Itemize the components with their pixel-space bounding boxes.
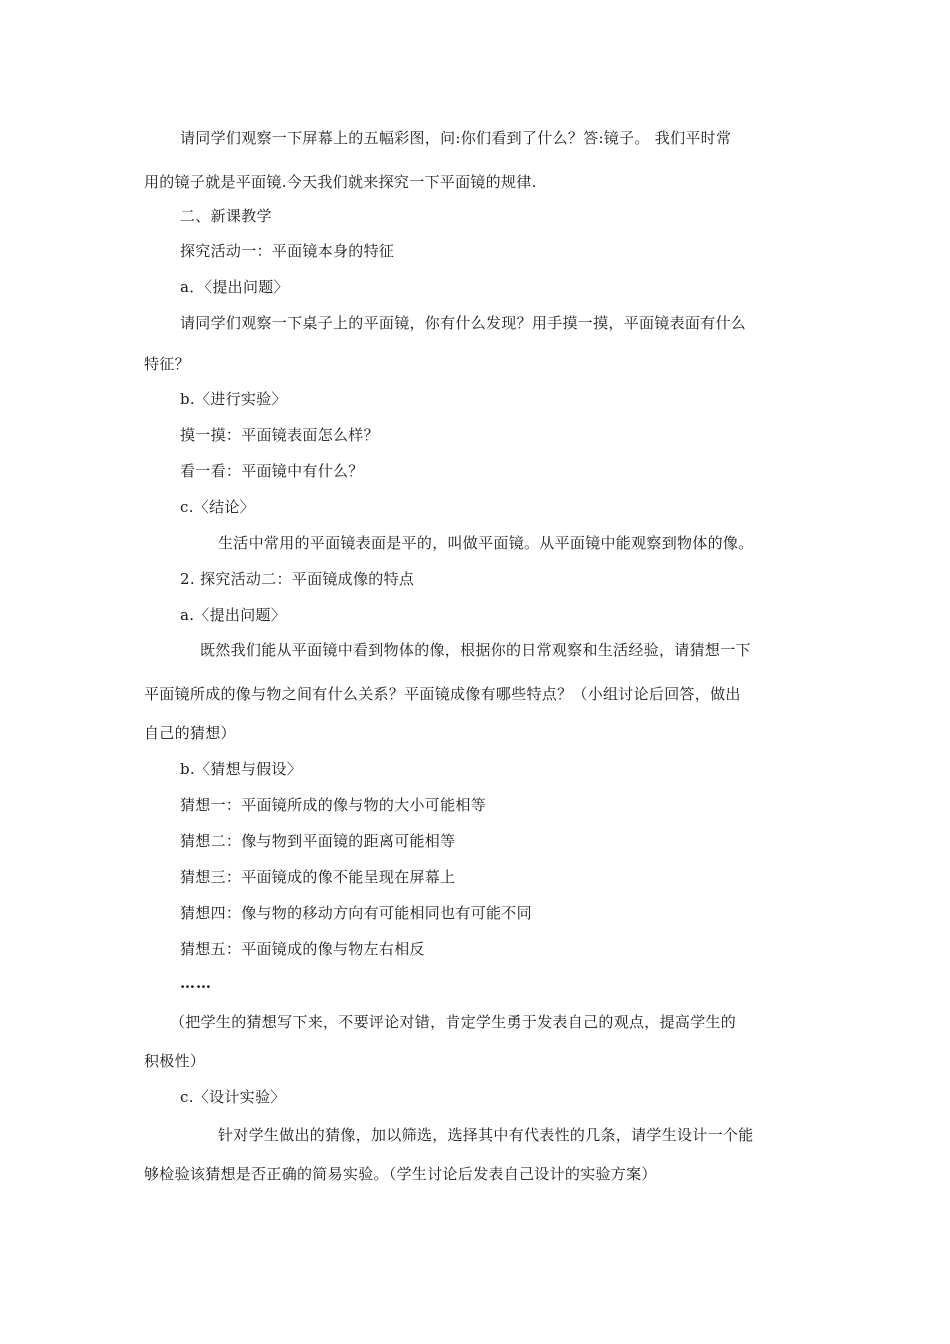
- activity1-b-item-1: 摸一摸：平面镜表面怎么样？: [180, 426, 379, 444]
- guess-item: 猜想四：像与物的移动方向有可能相同也有可能不同: [180, 904, 532, 922]
- activity2-c-text-1: 针对学生做出的猜像，加以筛选，选择其中有代表性的几条，请学生设计一个能: [218, 1126, 754, 1144]
- activity2-title: 2. 探究活动二：平面镜成像的特点: [180, 570, 415, 588]
- teacher-note-2: 积极性）: [144, 1052, 206, 1070]
- guess-item: 猜想二：像与物到平面镜的距离可能相等: [180, 832, 456, 850]
- activity2-a-text-2: 平面镜所成的像与物之间有什么关系？平面镜成像有哪些特点？（小组讨论后回答，做出: [144, 685, 741, 703]
- guess-item: 猜想一：平面镜所成的像与物的大小可能相等: [180, 796, 487, 814]
- activity2-a-label: a.〈提出问题〉: [180, 606, 287, 624]
- activity2-c-label: c.〈设计实验〉: [180, 1088, 286, 1106]
- activity1-a-label: a．〈提出问题〉: [180, 278, 289, 296]
- activity2-a-text-1: 既然我们能从平面镜中看到物体的像，根据你的日常观察和生活经验，请猜想一下: [200, 641, 751, 659]
- teacher-note-1: （把学生的猜想写下来，不要评论对错，肯定学生勇于发表自己的观点，提高学生的: [170, 1013, 737, 1031]
- guess-item: 猜想五：平面镜成的像与物左右相反: [180, 940, 425, 958]
- activity2-c-text-2: 够检验该猜想是否正确的简易实验。（学生讨论后发表自己设计的实验方案）: [144, 1165, 657, 1183]
- ellipsis: ……: [180, 974, 212, 992]
- section-title: 二、新课教学: [180, 207, 272, 225]
- activity1-conclusion: 生活中常用的平面镜表面是平的，叫做平面镜。从平面镜中能观察到物体的像。: [218, 534, 754, 552]
- activity1-title: 探究活动一：平面镜本身的特征: [180, 242, 395, 260]
- activity1-b-item-2: 看一看：平面镜中有什么？: [180, 462, 364, 480]
- activity2-a-text-3: 自己的猜想）: [144, 724, 236, 742]
- intro-line-2: 用的镜子就是平面镜.今天我们就来探究一下平面镜的规律.: [144, 173, 537, 191]
- activity1-a-text-1: 请同学们观察一下桌子上的平面镜，你有什么发现？用手摸一摸，平面镜表面有什么: [180, 314, 747, 332]
- guess-item: 猜想三：平面镜成的像不能呈现在屏幕上: [180, 868, 456, 886]
- activity1-c-label: c.〈结论〉: [180, 498, 255, 516]
- activity1-b-label: b.〈进行实验〉: [180, 390, 287, 408]
- intro-line-1: 请同学们观察一下屏幕上的五幅彩图，问:你们看到了什么？答:镜子。 我们平时常: [180, 129, 732, 147]
- activity1-a-text-2: 特征？: [144, 355, 190, 373]
- activity2-b-label: b.〈猜想与假设〉: [180, 760, 303, 778]
